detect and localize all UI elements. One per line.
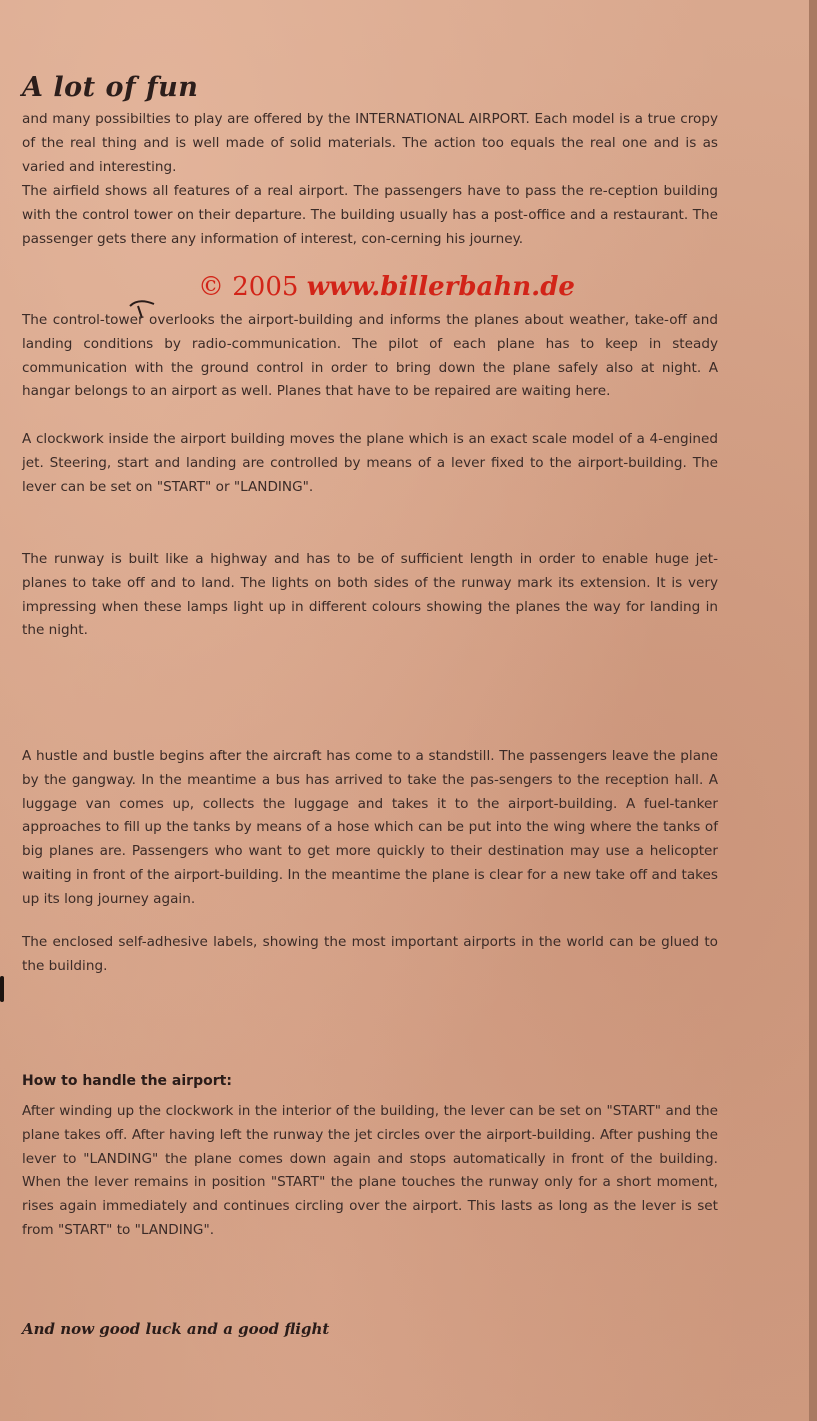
copyright-url: www.billerbahn.de xyxy=(306,272,575,302)
paragraph-airfield: The airfield shows all features of a real airport. The passengers have to pass the re-ception building with the control tower on their departure. The building usually has a post-office and a restaurant. The passenger gets there any information of interest, con-cerning his journey. xyxy=(22,183,718,247)
paragraph-runway: The runway is built like a highway and has to be of sufficient length in order to enable huge jet-planes to take off and to land. The lights on both sides of the runway mark its extension. It is very impressing when these lamps light up in different colours showing the planes the way for landing in the night. xyxy=(22,551,718,639)
copyright-symbol: © xyxy=(198,272,224,302)
edge-mark xyxy=(0,976,4,1002)
how-to-heading: How to handle the airport: xyxy=(22,1073,232,1089)
copyright-year: 2005 xyxy=(232,272,299,302)
paragraph-control-tower: The control-tower overlooks the airport-building and informs the planes about weather, take-off and landing conditions by radio-communication. The pilot of each plane has to keep in steady communication with the ground control in order to bring down the plane safely also at night. A hangar belongs to an airport as well. Planes that have to be repaired are waiting here. xyxy=(22,312,718,400)
paragraph-hustle: A hustle and bustle begins after the aircraft has come to a standstill. The passengers leave the plane by the gangway. In the meantime a bus has arrived to take the pas-sengers to the reception hall. A luggage van comes up, collects the luggage and takes it to the airport-building. A fuel-tanker approaches to fill up the tanks by means of a hose which can be put into the wing where the tanks of big planes are. Passengers who want to get more quickly to their destination may use a helicopter waiting in front of the airport-building. In the meantime the plane is clear for a new take off and takes up its long journey again. xyxy=(22,748,718,907)
paragraph-intro: and many possibilties to play are offered by the INTERNATIONAL AIRPORT. Each model is a true cropy of the real thing and is well made of solid materials. The action too equals the real one and is as varied and interesting. xyxy=(22,111,718,175)
page-heading: A lot of fun xyxy=(22,72,199,103)
paper-edge xyxy=(809,0,817,1421)
paragraph-labels: The enclosed self-adhesive labels, showing the most important airports in the world can be glued to the building. xyxy=(22,934,718,974)
copyright-watermark xyxy=(198,272,575,302)
paragraph-instructions: After winding up the clockwork in the interior of the building, the lever can be set on "START" and the plane takes off. After having left the runway the jet circles over the airport-building. After pushing the lever to "LANDING" the plane comes down again and stops automatically in front of the building. When the lever remains in position "START" the plane touches the runway only for a short moment, rises again immediately and continues circling over the airport. This lasts as long as the lever is set from "START" to "LANDING". xyxy=(22,1103,718,1238)
closing-line: And now good luck and a good flight xyxy=(22,1320,330,1338)
paragraph-clockwork: A clockwork inside the airport building moves the plane which is an exact scale model of a 4-engined jet. Steering, start and landing are controlled by means of a lever fixed to the airport-building. The lever can be set on "START" or "LANDING". xyxy=(22,431,718,495)
